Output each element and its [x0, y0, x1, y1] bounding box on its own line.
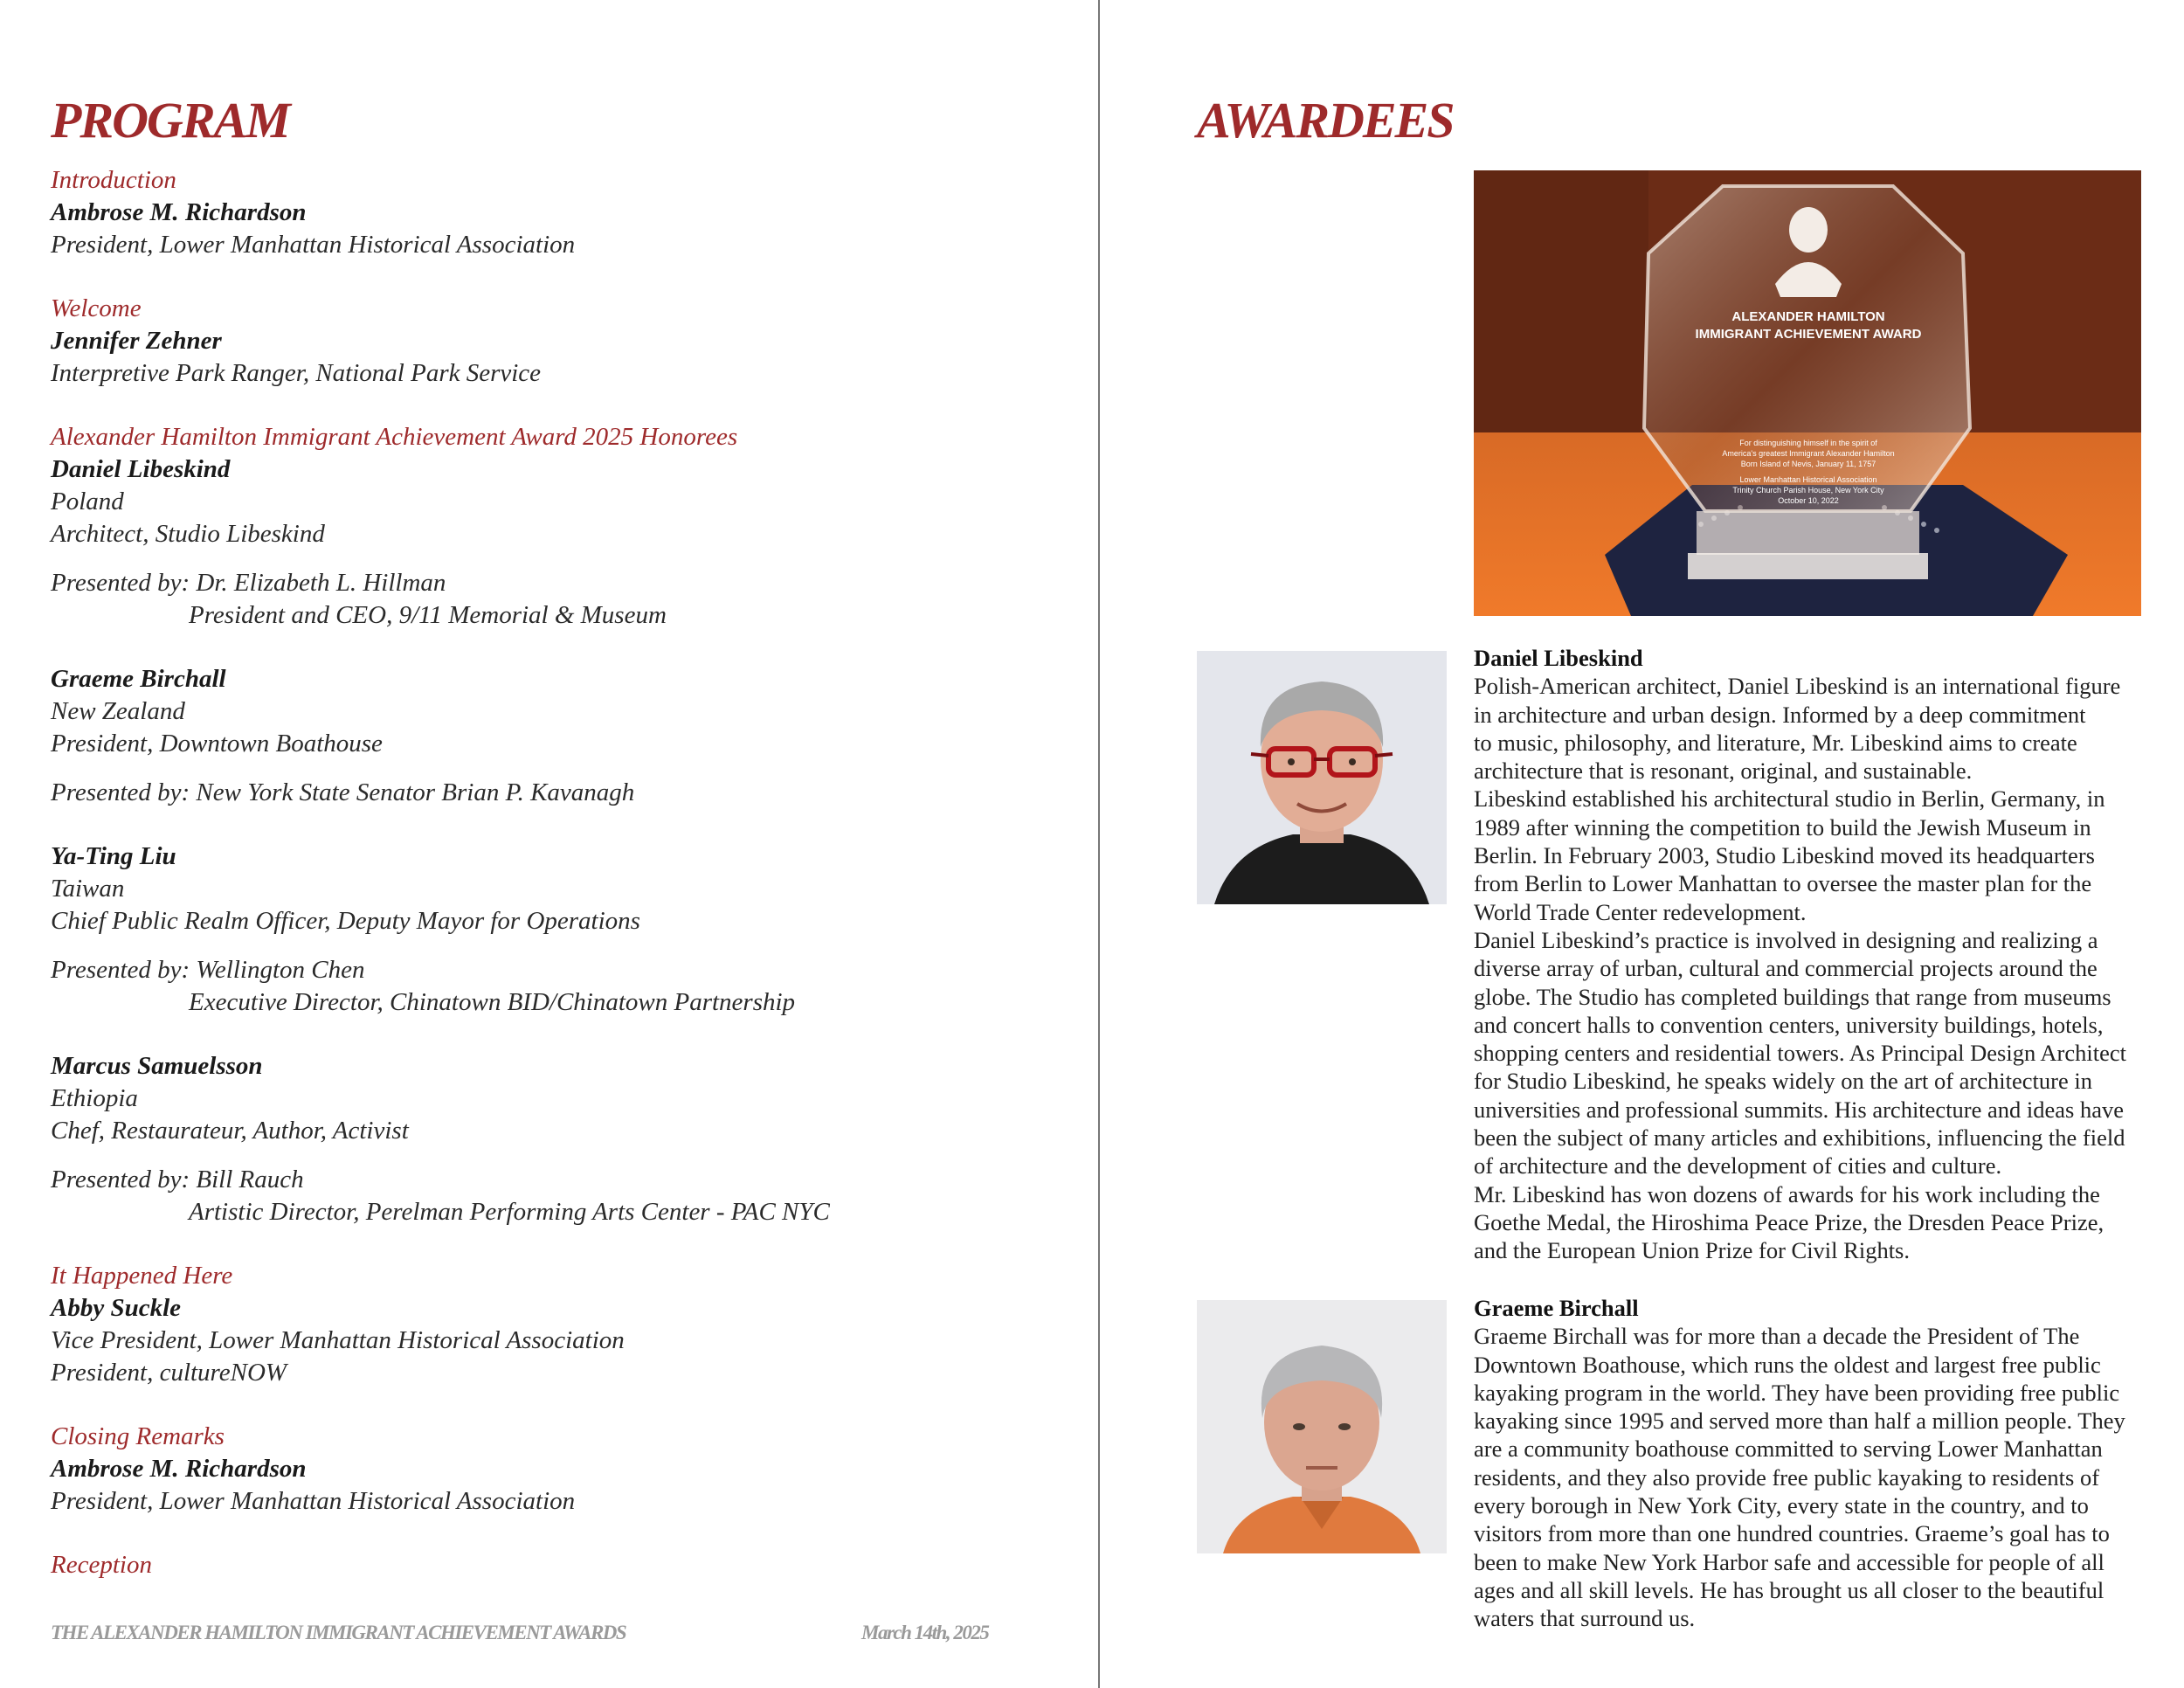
- honoree-presenter: Presented by: Dr. Elizabeth L. Hillman: [51, 569, 446, 597]
- introduction-heading: Introduction: [51, 166, 176, 194]
- honoree-presenter: Presented by: Bill Rauch: [51, 1166, 304, 1193]
- bio-line: to music, philosophy, and literature, Mr. Libeskind aims to create: [1474, 729, 2077, 756]
- award-trophy-illustration: [1474, 170, 2141, 616]
- honoree-name: Graeme Birchall: [51, 665, 226, 693]
- bio-line: Graeme Birchall was for more than a decade the President of The: [1474, 1323, 2080, 1350]
- honoree-presenter-role: President and CEO, 9/11 Memorial & Museum: [189, 601, 667, 629]
- bio-name: Daniel Libeskind: [1474, 645, 1643, 671]
- honoree-name: Marcus Samuelsson: [51, 1052, 263, 1080]
- bio-line: Libeskind established his architectural studio in Berlin, Germany, in: [1474, 785, 2105, 813]
- it-happened-here-name: Abby Suckle: [51, 1294, 182, 1322]
- page-divider: [1098, 0, 1100, 1688]
- bio-line: are a community boathouse committed to serving Lower Manhattan: [1474, 1435, 2103, 1463]
- award-text-small: October 10, 2022: [1778, 496, 1839, 505]
- bio-line: diverse array of urban, cultural and commercial projects around the: [1474, 955, 2098, 982]
- bio-line: of architecture and the development of cities and culture.: [1474, 1152, 2002, 1180]
- bio-name: Graeme Birchall: [1474, 1295, 1639, 1321]
- birchall-bio: [1474, 1294, 2164, 1633]
- bio-line: been to make New York Harbor safe and accessible for people of all: [1474, 1548, 2105, 1575]
- honoree-country: Poland: [51, 488, 124, 515]
- it-happened-here-heading: It Happened Here: [51, 1262, 233, 1290]
- bio-line: kayaking since 1995 and served more than half a million people. They: [1474, 1408, 2125, 1435]
- page-footer: [51, 1622, 994, 1644]
- award-text-small: America's greatest Immigrant Alexander Hamilton: [1722, 449, 1895, 458]
- closing-heading: Closing Remarks: [51, 1422, 225, 1450]
- libeskind-portrait-illustration: [1197, 651, 1447, 904]
- bio-line: and the European Union Prize for Civil Rights.: [1474, 1237, 1910, 1264]
- bio-line: architecture that is resonant, original, and sustainable.: [1474, 758, 1973, 785]
- honoree-role: Chief Public Realm Officer, Deputy Mayor for Operations: [51, 907, 640, 935]
- bio-line: Downtown Boathouse, which runs the oldest and largest free public: [1474, 1351, 2101, 1378]
- award-text-small: Born Island of Nevis, January 11, 1757: [1740, 460, 1876, 468]
- award-text-small: Trinity Church Parish House, New York City: [1732, 486, 1884, 495]
- bio-line: every borough in New York City, every state in the country, and to: [1474, 1492, 2089, 1519]
- it-happened-here-role: President, cultureNOW: [51, 1359, 287, 1387]
- closing-name: Ambrose M. Richardson: [51, 1455, 307, 1483]
- bio-line: Berlin. In February 2003, Studio Libeskind moved its headquarters: [1474, 842, 2095, 869]
- welcome-heading: Welcome: [51, 294, 142, 322]
- bio-line: Mr. Libeskind has won dozens of awards for his work including the: [1474, 1180, 2100, 1207]
- footer-event: THE ALEXANDER HAMILTON IMMIGRANT ACHIEVEMENT AWARDS: [51, 1622, 626, 1643]
- introduction-role: President, Lower Manhattan Historical Association: [51, 231, 576, 259]
- bio-line: kayaking program in the world. They have been providing free public: [1474, 1379, 2120, 1406]
- program-page: [51, 87, 1055, 1581]
- reception-heading: Reception: [51, 1551, 152, 1579]
- libeskind-portrait: [1197, 651, 1447, 904]
- bio-line: for Studio Libeskind, he speaks widely on the art of architecture in: [1474, 1068, 2092, 1095]
- introduction-name: Ambrose M. Richardson: [51, 198, 307, 226]
- libeskind-bio: [1474, 644, 2164, 1265]
- honoree-name: Daniel Libeskind: [51, 455, 231, 483]
- bio-line: been the subject of many articles and exhibitions, influencing the field: [1474, 1124, 2125, 1152]
- awardees-title: AWARDEES: [1197, 92, 1454, 149]
- bio-line: residents, and they also provide free public kayaking to residents of: [1474, 1463, 2100, 1491]
- honoree-country: Taiwan: [51, 875, 125, 903]
- honoree-country: Ethiopia: [51, 1084, 138, 1112]
- bio-line: and concert halls to convention centers, university buildings, hotels,: [1474, 1011, 2104, 1038]
- honorees-heading: Alexander Hamilton Immigrant Achievement Award 2025 Honorees: [51, 423, 738, 451]
- bio-line: visitors from more than one hundred countries. Graeme’s goal has to: [1474, 1520, 2110, 1547]
- welcome-name: Jennifer Zehner: [51, 327, 222, 355]
- bio-line: in architecture and urban design. Informed by a deep commitment: [1474, 701, 2086, 728]
- honoree-presenter: Presented by: New York State Senator Brian P. Kavanagh: [51, 778, 635, 806]
- honoree-role: Architect, Studio Libeskind: [51, 520, 325, 548]
- honoree-role: President, Downtown Boathouse: [51, 730, 383, 758]
- bio-line: waters that surround us.: [1474, 1605, 1696, 1632]
- bio-line: globe. The Studio has completed buildings that range from museums: [1474, 983, 2111, 1010]
- award-text-line: ALEXANDER HAMILTON: [1731, 309, 1885, 324]
- award-text-line: IMMIGRANT ACHIEVEMENT AWARD: [1695, 327, 1922, 342]
- birchall-portrait: [1197, 1300, 1447, 1553]
- honoree-presenter-role: Executive Director, Chinatown BID/Chinatown Partnership: [189, 988, 796, 1016]
- closing-role: President, Lower Manhattan Historical Association: [51, 1487, 576, 1515]
- bio-line: Daniel Libeskind’s practice is involved in designing and realizing a: [1474, 926, 2098, 953]
- welcome-role: Interpretive Park Ranger, National Park Service: [51, 359, 542, 387]
- program-title: PROGRAM: [51, 92, 289, 149]
- award-text-small: Lower Manhattan Historical Association: [1739, 475, 1877, 484]
- honoree-country: New Zealand: [51, 697, 185, 725]
- birchall-portrait-illustration: [1197, 1300, 1447, 1553]
- honoree-name: Ya-Ting Liu: [51, 842, 176, 870]
- bio-line: Goethe Medal, the Hiroshima Peace Prize, the Dresden Peace Prize,: [1474, 1208, 2105, 1235]
- honoree-presenter-role: Artistic Director, Perelman Performing Arts Center - PAC NYC: [189, 1198, 830, 1226]
- bio-line: Polish-American architect, Daniel Libeskind is an international figure: [1474, 673, 2121, 700]
- program-list: [51, 164, 1055, 1581]
- award-text-small: For distinguishing himself in the spirit of: [1739, 439, 1877, 447]
- bio-line: ages and all skill levels. He has brought us all closer to the beautiful: [1474, 1576, 2105, 1603]
- footer-date: March 14th, 2025: [861, 1622, 989, 1643]
- bio-line: universities and professional summits. His architecture and ideas have: [1474, 1096, 2125, 1123]
- honoree-presenter: Presented by: Wellington Chen: [51, 956, 365, 984]
- honoree-role: Chef, Restaurateur, Author, Activist: [51, 1117, 409, 1145]
- award-trophy-photo: [1474, 170, 2141, 616]
- bio-line: World Trade Center redevelopment.: [1474, 898, 1807, 925]
- bio-line: shopping centers and residential towers. As Principal Design Architect: [1474, 1040, 2126, 1067]
- bio-line: 1989 after winning the competition to build the Jewish Museum in: [1474, 813, 2091, 841]
- it-happened-here-role: Vice President, Lower Manhattan Historical Association: [51, 1326, 625, 1354]
- bio-line: from Berlin to Lower Manhattan to oversee the master plan for the: [1474, 870, 2092, 897]
